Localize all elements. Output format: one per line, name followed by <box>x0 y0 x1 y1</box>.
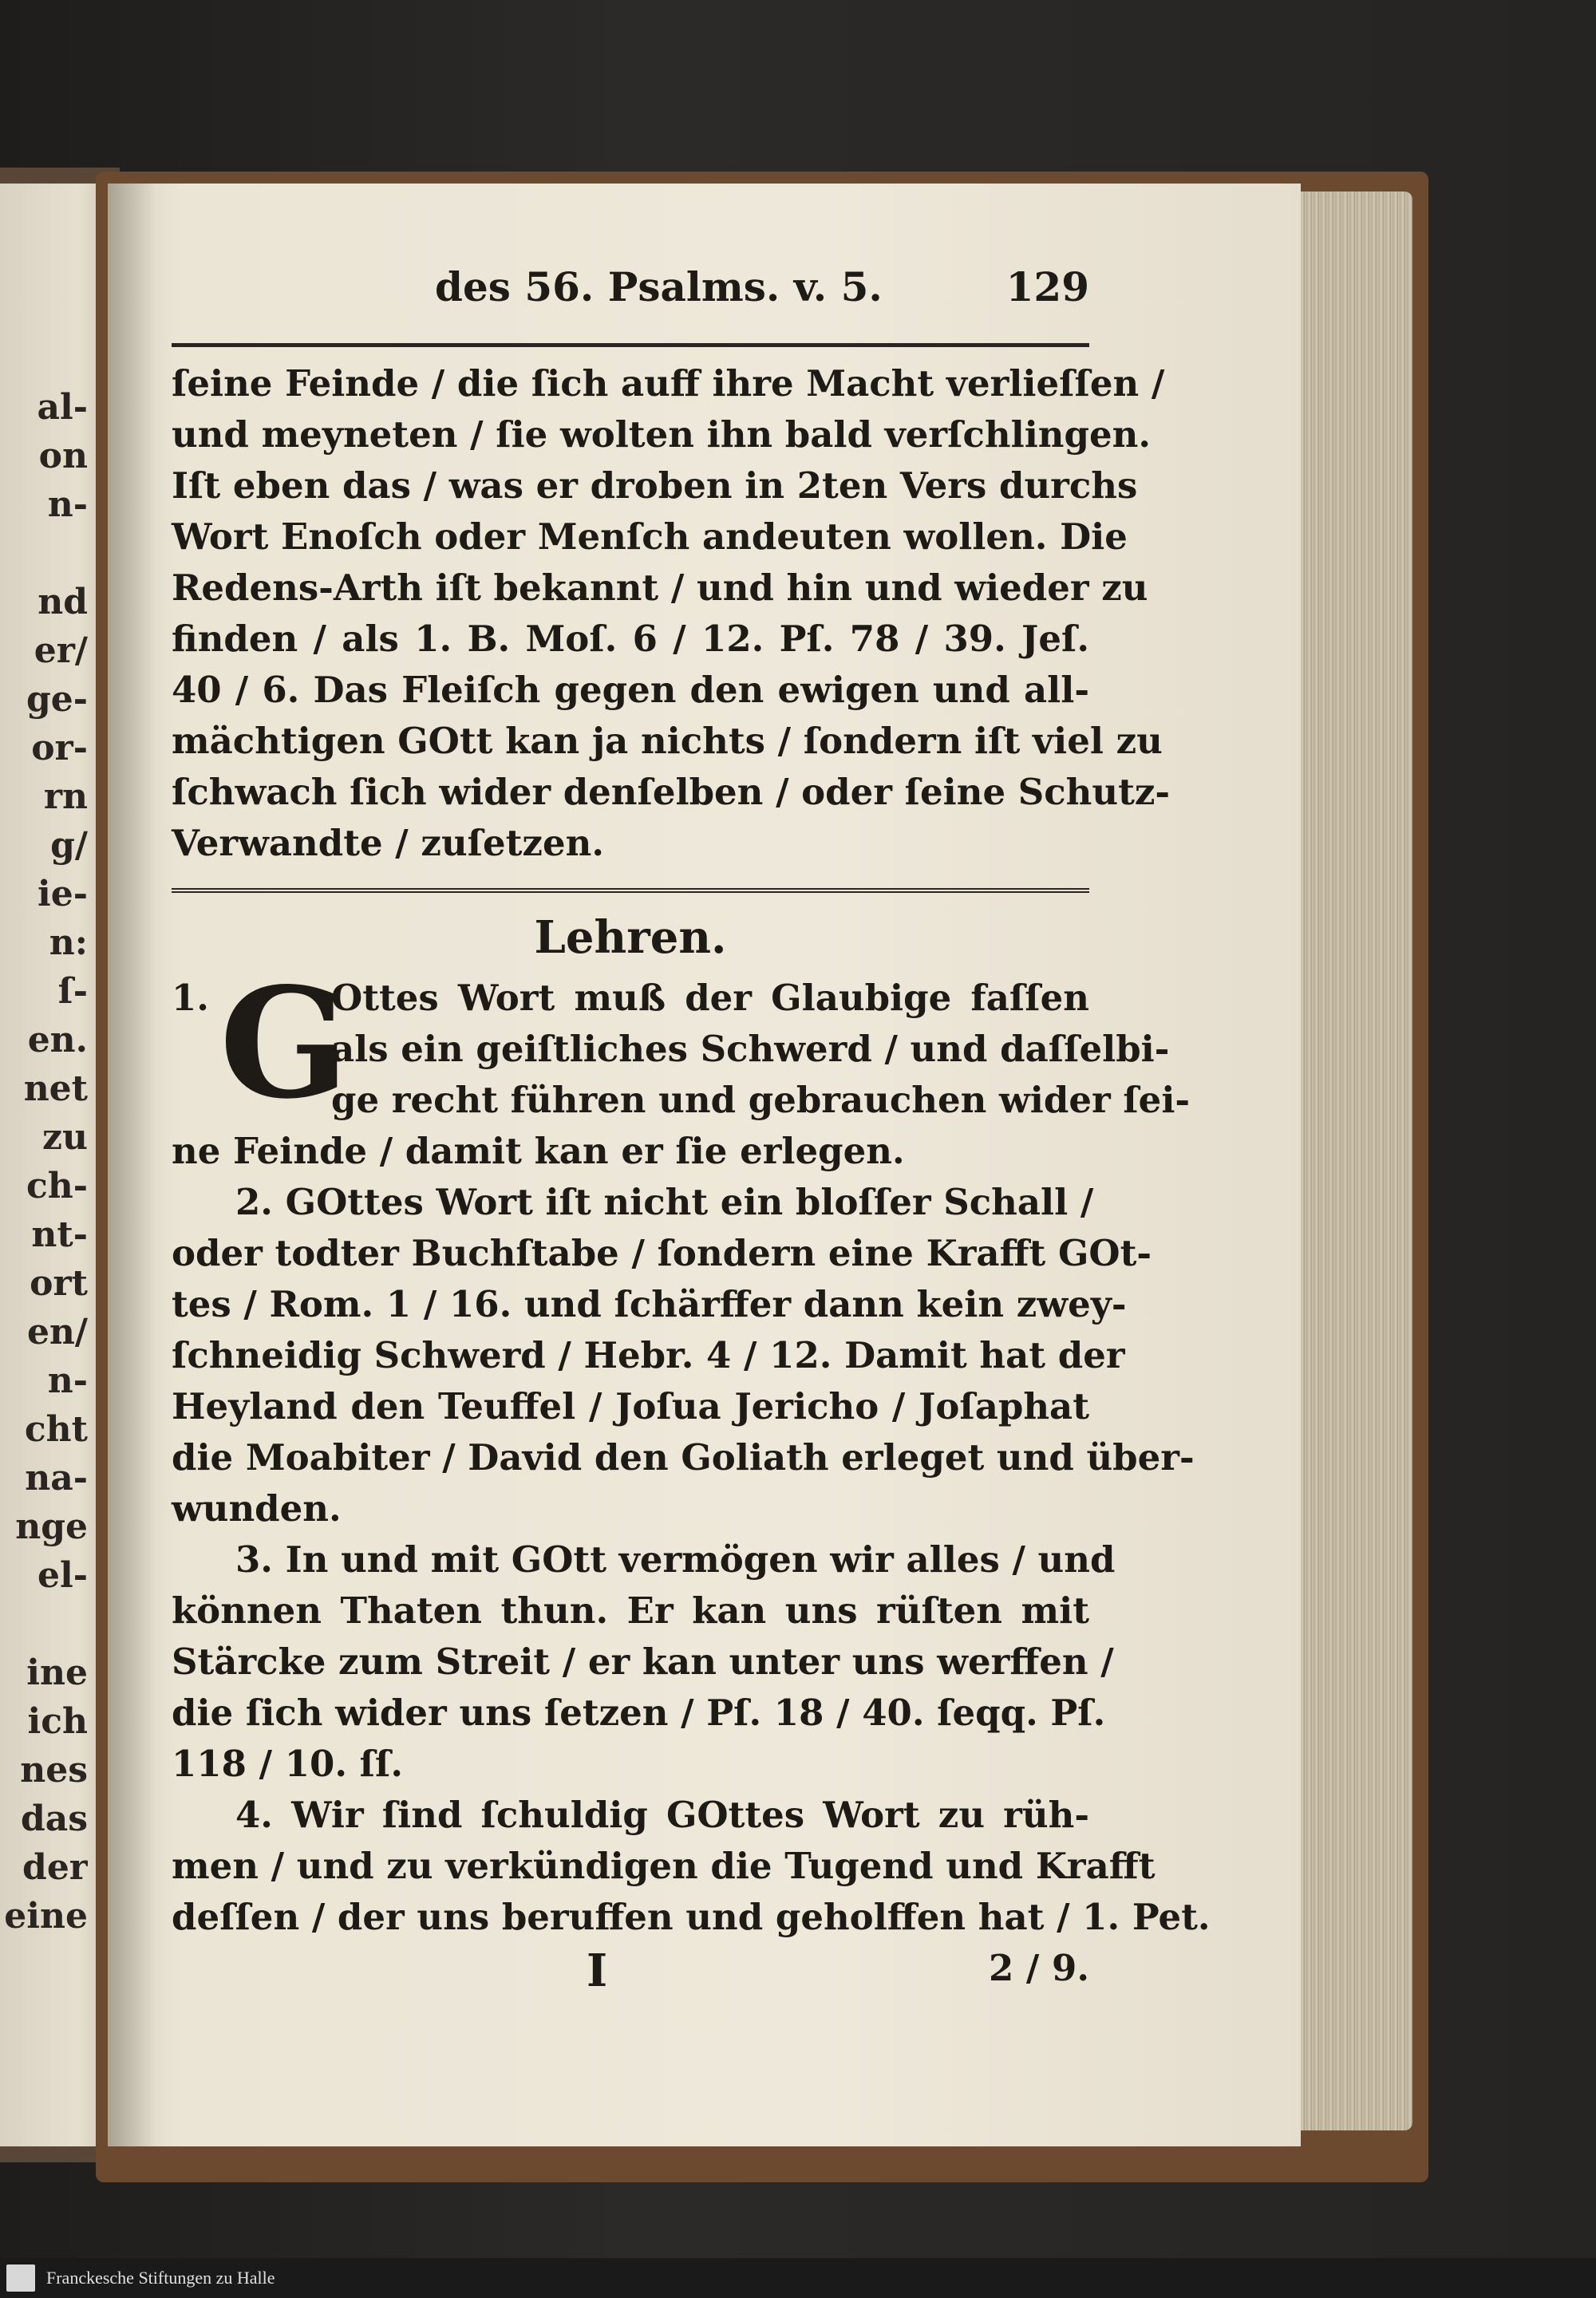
text-line: als ein geiſtliches Schwerd / und daſſelbi- <box>331 1028 1170 1070</box>
drop-cap: G <box>219 954 350 1132</box>
text-line: 40 / 6. Das Fleiſch gegen den ewigen und all- <box>172 669 1089 711</box>
text-line: 118 / 10. ſſ. <box>172 1743 404 1785</box>
left-page-fragment: n- <box>47 484 88 525</box>
left-page-fragment: ort <box>30 1263 88 1304</box>
left-page-fragment: net <box>23 1068 88 1109</box>
spine-shadow <box>108 184 156 2146</box>
text-line: Heyland den Teuffel / Joſua Jericho / Joſaphat <box>172 1385 1089 1427</box>
left-page-fragment <box>0 1600 88 1648</box>
section-rule <box>172 888 1089 893</box>
text-line: Wort Enoſch oder Menſch andeuten wollen. Die <box>172 515 1128 558</box>
left-page-fragment: on <box>38 436 88 476</box>
page-header <box>172 263 1089 319</box>
left-page-fragment: ge- <box>26 679 88 720</box>
left-page-fragment: en/ <box>26 1312 88 1352</box>
footer-bar <box>0 2258 1596 2298</box>
left-page-fragment: nge <box>15 1506 88 1547</box>
left-page-fragment: der <box>22 1847 88 1888</box>
commentary-paragraph <box>172 358 1171 869</box>
institution-name: Franckesche Stiftungen zu Halle <box>46 2268 275 2288</box>
lehre-1-number: 1. <box>172 977 209 1019</box>
text-line: tes / Rom. 1 / 16. und ſchärffer dann kein zwey- <box>172 1283 1127 1325</box>
text-line: die ſich wider uns ſetzen / Pſ. 18 / 40. ſeqq. Pſ. <box>172 1692 1106 1734</box>
left-page-fragment: cht <box>24 1409 88 1450</box>
left-page-fragment <box>0 529 88 578</box>
text-line: Ottes Wort muß der Glaubige faſſen <box>331 977 1089 1019</box>
left-page-fragment: rn <box>43 776 88 817</box>
text-line: mächtigen GOtt kan ja nichts / ſondern iſt viel zu <box>172 720 1163 762</box>
text-line: wunden. <box>172 1487 342 1530</box>
left-page-fragment: al- <box>37 387 88 428</box>
text-line: ſeine Feinde / die ſich auff ihre Macht verlieſſen / <box>172 362 1165 405</box>
left-page-fragment: ch- <box>26 1166 88 1206</box>
left-page-fragment: ie- <box>38 874 88 914</box>
lehre-1 <box>172 954 1191 1177</box>
section-heading: Lehren. <box>534 911 727 964</box>
header-rule <box>172 343 1089 347</box>
text-line: deſſen / der uns beruffen und geholffen hat / 1. Pet. <box>172 1896 1211 1938</box>
left-page-fragment: nt- <box>31 1214 88 1255</box>
text-line: können Thaten thun. Er kan uns rüſten mit <box>172 1589 1089 1632</box>
text-line: Stärcke zum Streit / er kan unter uns werffen / <box>172 1641 1114 1683</box>
text-line: Iſt eben das / was er droben in 2ten Vers durchs <box>172 464 1138 507</box>
left-page-fragment: el- <box>38 1555 88 1596</box>
text-line: 2. GOttes Wort iſt nicht ein bloſſer Schall / <box>235 1181 1094 1223</box>
text-line: ne Feinde / damit kan er ſie erlegen. <box>172 1130 905 1172</box>
signature-mark: I <box>587 1945 608 1997</box>
left-page-fragment: en. <box>27 1020 88 1060</box>
text-line: Redens-Arth iſt bekannt / und hin und wieder zu <box>172 567 1148 609</box>
left-page-fragment: ich <box>27 1701 88 1742</box>
left-page-fragment: n- <box>47 1360 88 1401</box>
text-line: finden / als 1. B. Moſ. 6 / 12. Pſ. 78 / 39. Jeſ. <box>172 618 1089 660</box>
left-page-fragment: g/ <box>50 825 88 866</box>
lehre-2 <box>172 1177 1195 1534</box>
text-line: Verwandte / zuſetzen. <box>172 822 604 864</box>
left-page-fragment: das <box>20 1799 88 1839</box>
page-footer-line <box>172 1943 1089 1999</box>
catchword: 2 / 9. <box>988 1947 1089 1989</box>
left-page-fragment: nd <box>38 582 88 622</box>
text-line: 3. In und mit GOtt vermögen wir alles / und <box>235 1538 1116 1581</box>
left-page-fragment: n: <box>49 922 88 963</box>
text-line: und meyneten / ſie wolten ihn bald verſchlingen. <box>172 413 1151 456</box>
running-title: des 56. Psalms. v. 5. <box>435 263 883 310</box>
text-line: 4. Wir ſind ſchuldig GOttes Wort zu rüh- <box>235 1794 1089 1836</box>
lehre-3 <box>172 1534 1116 1790</box>
left-page-fragment: ine <box>26 1652 88 1693</box>
left-page-text-fragments <box>0 383 88 1941</box>
text-line: ſchwach ſich wider denſelben / oder ſeine Schutz- <box>172 771 1171 813</box>
text-line: die Moabiter / David den Goliath erleget und über- <box>172 1436 1195 1479</box>
text-line: men / und zu verkündigen die Tugend und Krafft <box>172 1845 1156 1887</box>
left-page-fragment: zu <box>42 1117 88 1158</box>
left-page-fragment: er/ <box>34 630 88 671</box>
left-page-fragment: na- <box>25 1458 88 1498</box>
left-page-fragment: eine <box>4 1896 88 1937</box>
left-page-fragment: nes <box>20 1750 88 1791</box>
lehre-4 <box>172 1790 1211 1943</box>
institution-logo-icon <box>6 2264 35 2292</box>
left-page-fragment: or- <box>31 728 88 768</box>
left-page-fragment: ſ- <box>57 971 88 1012</box>
text-line: ge recht führen und gebrauchen wider ſei- <box>331 1079 1191 1121</box>
text-line: ſchneidig Schwerd / Hebr. 4 / 12. Damit hat der <box>172 1334 1125 1376</box>
text-line: oder todter Buchſtabe / ſondern eine Krafft GOt- <box>172 1232 1152 1274</box>
page-number: 129 <box>1005 263 1089 310</box>
page-text <box>172 263 1211 1999</box>
